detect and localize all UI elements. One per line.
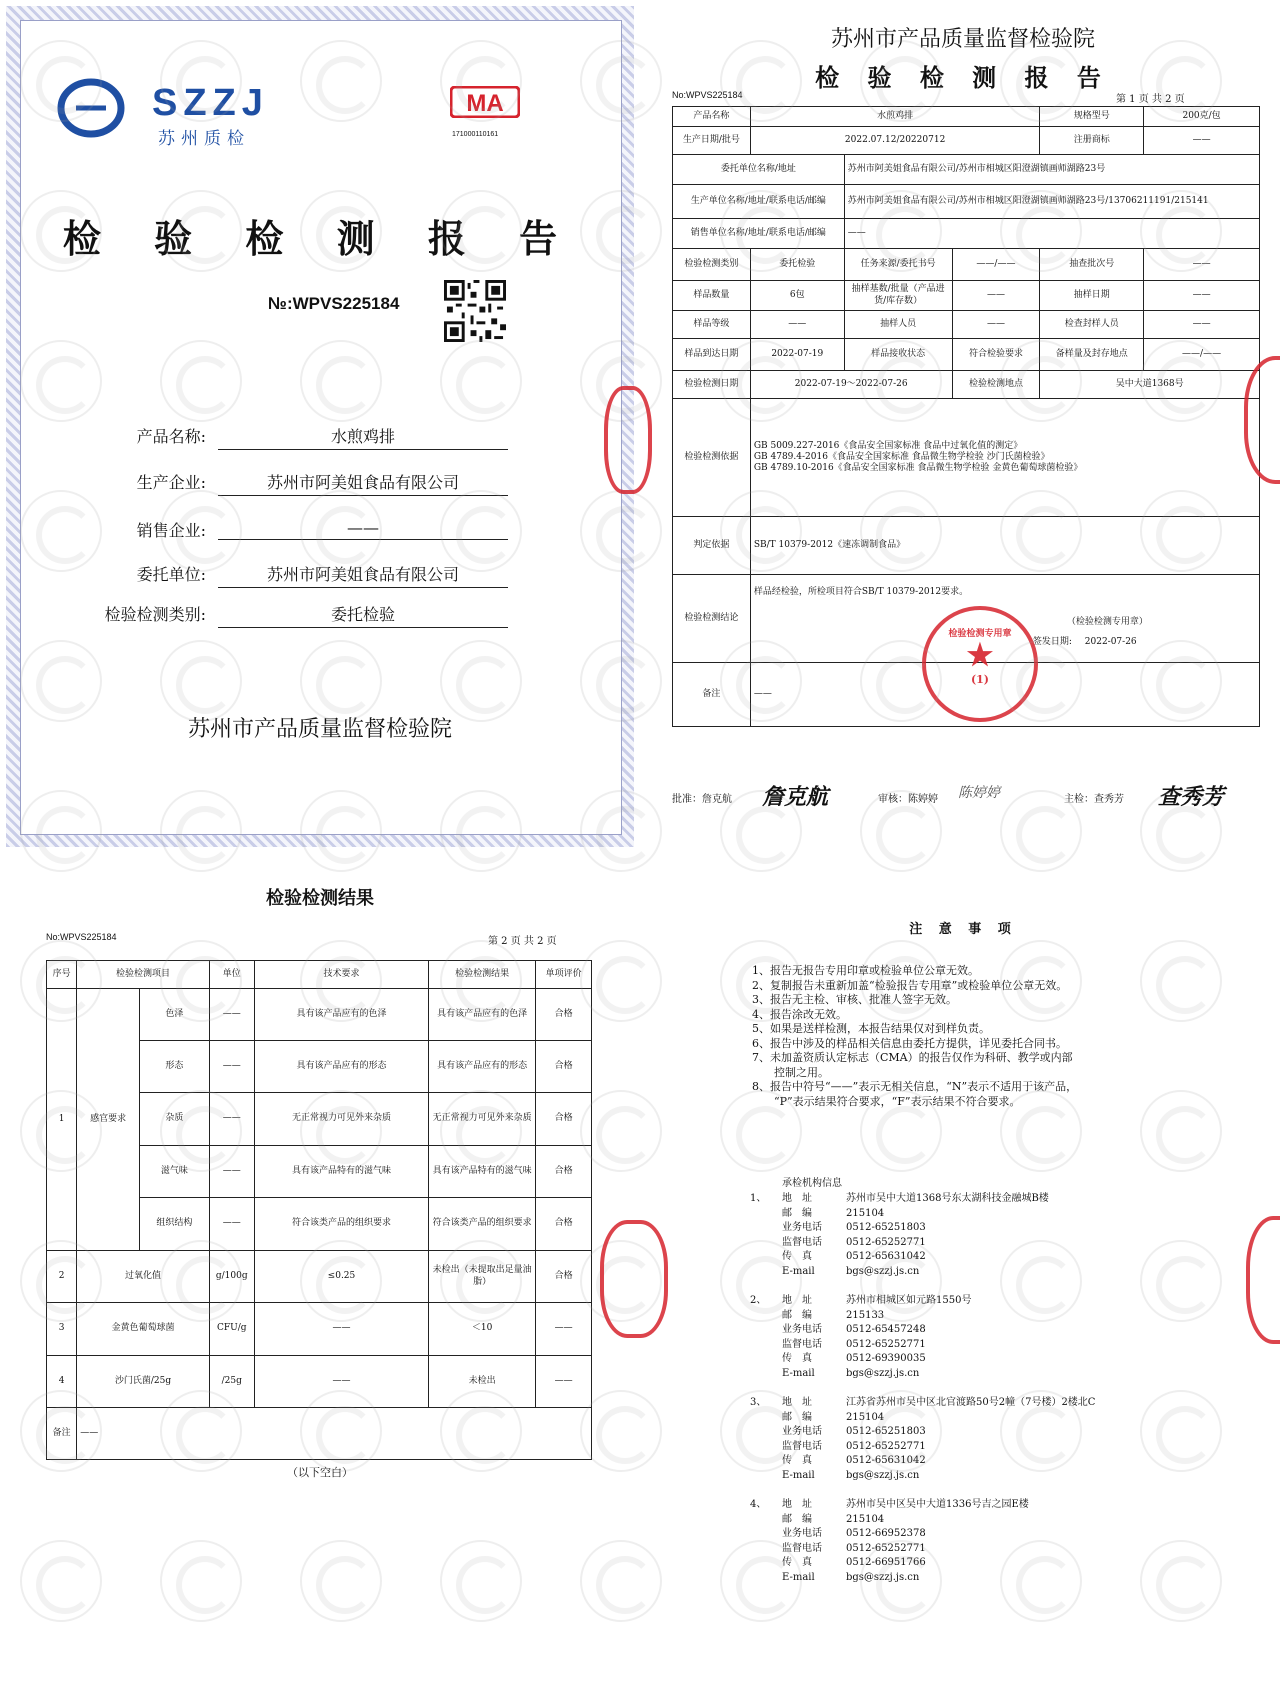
note-item: 4、报告涂改无效。	[752, 1007, 847, 1021]
note-item: 1、报告无报告专用印章或检验单位公章无效。	[752, 964, 979, 977]
seal-caption: （检验检测专用章）	[1066, 617, 1148, 627]
approve-label: 批准：詹克航	[672, 794, 732, 805]
institution-field-value: 215104	[846, 1207, 885, 1219]
cell-item: 金黄色葡萄球菌	[77, 1303, 210, 1356]
institution-field-value: 0512-65252771	[846, 1440, 926, 1452]
institution-field-label: 邮 编	[782, 1309, 812, 1321]
cell-value: 委托检验	[750, 249, 844, 281]
notes-title: 注 意 事 项	[909, 922, 1017, 937]
review-signature: 陈婷婷	[958, 785, 1000, 801]
stamp-text: 检验检测专用章	[948, 629, 1012, 639]
table-row	[673, 517, 1260, 575]
institution-field-label: 监督电话	[782, 1338, 822, 1350]
institution-field-label: 监督电话	[782, 1236, 822, 1248]
institution-field-value: 0512-65457248	[846, 1324, 926, 1336]
institutions-title: 承检机构信息	[782, 1178, 842, 1189]
institution-block	[750, 1396, 1190, 1492]
results-report-no: No:WPVS225184	[46, 932, 117, 942]
note-item: 7、未加盖资质认定标志（CMA）的报告仅作为科研、教学或内部	[752, 1051, 1073, 1064]
cell-label: 样品到达日期	[673, 339, 751, 371]
cell-value: 苏州市阿美姐食品有限公司/苏州市相城区阳澄湖镇画师湖路23号	[844, 155, 1259, 185]
field-value: 水煎鸡排	[218, 424, 508, 450]
cell-res: ＜10	[429, 1303, 536, 1356]
institution-field-label: 业务电话	[782, 1426, 822, 1438]
cell-label: 检验检测依据	[673, 399, 751, 517]
institution-field-value: bgs@szzj.js.cn	[846, 1266, 920, 1277]
cell-label: 检查封样人员	[1040, 311, 1144, 339]
note-item: 控制之用。	[752, 1065, 829, 1079]
basis-line: GB 5009.227-2016《食品安全国家标准 食品中过氧化值的测定》	[753, 440, 1023, 451]
basis-line: GB 4789.10-2016《食品安全国家标准 食品微生物学检验 金黄色葡萄球菌检验》	[753, 463, 1083, 474]
institution-block	[750, 1294, 1190, 1390]
table-row	[673, 281, 1260, 311]
cell-req: 无正常视力可见外来杂质	[254, 1093, 428, 1146]
cell-label: 委托单位名称/地址	[673, 155, 845, 185]
cell-unit: /25g	[209, 1356, 254, 1408]
table-row	[673, 311, 1260, 339]
cell-no: 3	[47, 1303, 77, 1356]
cell-item: 过氧化值	[77, 1251, 210, 1303]
table-header-row	[47, 961, 592, 989]
star-icon: ★	[966, 638, 994, 673]
review-label: 审核：陈婷婷	[878, 794, 938, 805]
cell-unit: ——	[209, 1198, 254, 1251]
cell-no: 1	[47, 989, 77, 1251]
cell-value: ——/——	[1144, 339, 1260, 371]
institution-field-label: E-mail	[782, 1470, 815, 1481]
institution-number: 3、	[750, 1397, 767, 1408]
institution-field-label: 业务电话	[782, 1528, 822, 1540]
cell-eval: ——	[536, 1303, 592, 1356]
cell-value: 水煎鸡排	[750, 107, 1040, 127]
cell-remark: ——	[77, 1408, 592, 1460]
institution-field-value: bgs@szzj.js.cn	[846, 1572, 920, 1583]
institution-field-label: 地 址	[782, 1397, 812, 1408]
note-item: 5、如果是送样检测，本报告结果仅对到样负责。	[752, 1022, 990, 1035]
side-stamp-right-bottom	[1246, 1216, 1280, 1344]
institution-field-label: E-mail	[782, 1368, 815, 1379]
cell-value: ——	[750, 311, 844, 339]
cell-unit: ——	[209, 989, 254, 1041]
cell-value: ——	[750, 663, 1259, 727]
institution-field-value: 苏州市吴中区吴中大道1336号吉之园E楼	[846, 1499, 1029, 1510]
cell-res: 具有该产品应有的形态	[429, 1041, 536, 1093]
cell-res: 具有该产品应有的色泽	[429, 989, 536, 1041]
logo-text: SZZJ	[152, 82, 269, 124]
field-value: 苏州市阿美姐食品有限公司	[218, 470, 508, 496]
cell-label: 样品等级	[673, 311, 751, 339]
field-label: 销售企业:	[136, 521, 206, 540]
col-header: 检验检测结果	[429, 961, 536, 989]
cell-unit: g/100g	[209, 1251, 254, 1303]
cell-eval: ——	[536, 1356, 592, 1408]
institution-field-value: 0512-66952378	[846, 1528, 926, 1540]
table-row	[673, 399, 1260, 517]
cell-res: 无正常视力可见外来杂质	[429, 1093, 536, 1146]
cover-report-no: №:WPVS225184	[268, 294, 400, 313]
logo-subtitle: 苏州质检	[158, 129, 250, 149]
institution-field-label: 邮 编	[782, 1207, 812, 1219]
institution-field-value: 215104	[846, 1411, 885, 1423]
cell-label: 规格型号	[1040, 107, 1144, 127]
institution-field-value: 0512-65252771	[846, 1542, 926, 1554]
cell-eval: 合格	[536, 1198, 592, 1251]
field-label: 委托单位:	[136, 565, 206, 584]
report-page-1	[646, 0, 1280, 853]
cell-value: 2022-07-19	[750, 339, 844, 371]
cell-label: 检验检测日期	[673, 371, 751, 399]
table-row	[673, 371, 1260, 399]
institution-field-label: E-mail	[782, 1266, 815, 1277]
cell-item: 杂质	[140, 1093, 210, 1146]
note-item: 2、复制报告未重新加盖“检验报告专用章”或检验单位公章无效。	[752, 978, 1068, 992]
field-value: 苏州市阿美姐食品有限公司	[218, 562, 508, 588]
institution-field-label: 传 真	[782, 1251, 812, 1263]
field-label: 生产企业:	[136, 473, 206, 492]
institution-field-label: 邮 编	[782, 1513, 812, 1525]
basis-list	[750, 399, 1259, 517]
institution-field-value: 江苏省苏州市吴中区北官渡路50号2幢（7号楼）2楼北C	[846, 1397, 1096, 1408]
institution-field-label: 传 真	[782, 1557, 812, 1569]
cover-org: 苏州市产品质量监督检验院	[187, 717, 452, 742]
institution-field-value: 215133	[846, 1309, 885, 1321]
institution-field-value: 0512-66951766	[846, 1557, 926, 1569]
cell-value: ——	[1144, 249, 1260, 281]
cell-value: 苏州市阿美姐食品有限公司/苏州市相城区阳澄湖镇画师湖路23号/13706211191/215141	[844, 185, 1259, 219]
institution-field-value: bgs@szzj.js.cn	[846, 1470, 920, 1481]
cell-req: 具有该产品特有的滋气味	[254, 1146, 428, 1198]
cell-unit: ——	[209, 1041, 254, 1093]
cell-res: 符合该类产品的组织要求	[429, 1198, 536, 1251]
institution-block	[750, 1498, 1190, 1594]
ma-logo-text: MA	[466, 90, 504, 117]
main-inspector-label: 主检：查秀芳	[1064, 794, 1124, 805]
cell-value: 吴中大道1368号	[1040, 371, 1260, 399]
cell-label: 生产日期/批号	[673, 127, 751, 155]
cell-res: 具有该产品特有的滋气味	[429, 1146, 536, 1198]
institution-field-label: 地 址	[782, 1499, 812, 1510]
cell-label: 判定依据	[673, 517, 751, 575]
side-stamp-left-bottom	[600, 1220, 668, 1338]
col-header: 单位	[209, 961, 254, 989]
cell-eval: 合格	[536, 1093, 592, 1146]
cma-logo-icon	[450, 86, 520, 118]
results-end-text: （以下空白）	[287, 1466, 353, 1479]
cell-value: 6包	[750, 281, 844, 311]
cell-label: 任务来源/委托书号	[844, 249, 952, 281]
cell-label: 备注	[673, 663, 751, 727]
results-page-indicator: 第 2 页 共 2 页	[488, 936, 557, 947]
cell-value: SB/T 10379-2012《速冻调制食品》	[750, 517, 1259, 575]
ma-number: 171000110161	[452, 131, 499, 138]
cell-req: ——	[254, 1303, 428, 1356]
field-label: 产品名称:	[136, 427, 206, 446]
cover-page	[0, 0, 640, 853]
institution-field-value: bgs@szzj.js.cn	[846, 1368, 920, 1379]
cell-label: 检验检测地点	[952, 371, 1040, 399]
report-org: 苏州市产品质量监督检验院	[830, 27, 1095, 52]
table-row	[47, 1356, 592, 1408]
cell-label: 样品数量	[673, 281, 751, 311]
cell-value: ——	[1144, 311, 1260, 339]
cell-res: 未检出	[429, 1356, 536, 1408]
cell-label: 检验检测类别	[673, 249, 751, 281]
cell-eval: 合格	[536, 1041, 592, 1093]
cell-value: ——/——	[952, 249, 1040, 281]
results-title: 检验检测结果	[266, 888, 374, 909]
institution-field-label: 邮 编	[782, 1411, 812, 1423]
qr-code-icon	[444, 280, 506, 342]
table-row	[673, 127, 1260, 155]
cell-unit: CFU/g	[209, 1303, 254, 1356]
cell-req: 具有该产品应有的形态	[254, 1041, 428, 1093]
cell-value: ——	[952, 311, 1040, 339]
main-inspector-signature: 查秀芳	[1158, 784, 1225, 810]
cell-req: 具有该产品应有的色泽	[254, 989, 428, 1041]
cell-item: 色泽	[140, 989, 210, 1041]
cell-label: 样品接收状态	[844, 339, 952, 371]
table-row	[673, 219, 1260, 249]
cell-value: ——	[844, 219, 1259, 249]
cell-item: 组织结构	[140, 1198, 210, 1251]
note-item: “P”表示结果符合要求，“F”表示结果不符合要求。	[752, 1094, 1021, 1108]
institution-field-value: 0512-65252771	[846, 1338, 926, 1350]
institution-field-value: 215104	[846, 1513, 885, 1525]
table-row	[673, 107, 1260, 127]
institution-field-label: 业务电话	[782, 1324, 822, 1336]
cell-req: ——	[254, 1356, 428, 1408]
cell-label: 销售单位名称/地址/联系电话/邮编	[673, 219, 845, 249]
cell-value: ——	[1144, 127, 1260, 155]
institution-field-value: 0512-65252771	[846, 1236, 926, 1248]
institution-number: 4、	[750, 1499, 767, 1510]
cell-label: 注册商标	[1040, 127, 1144, 155]
cell-label: 抽样基数/批量（产品进货/库存数）	[844, 281, 952, 311]
cell-label: 备注	[47, 1408, 77, 1460]
cell-res: 未检出（未提取出足量油脂）	[429, 1251, 536, 1303]
table-row	[47, 1408, 592, 1460]
report-no: No:WPVS225184	[672, 90, 743, 100]
col-header: 检验检测项目	[77, 961, 210, 989]
institution-number: 1、	[750, 1193, 767, 1204]
cover-title: 检 验 检 测 报 告	[62, 216, 578, 261]
institution-field-label: 业务电话	[782, 1222, 822, 1234]
notes-list	[752, 964, 1172, 1109]
note-item: 8、报告中符号“——”表示无相关信息，“N”表示不适用于该产品，	[752, 1080, 1078, 1093]
institution-field-value: 0512-69390035	[846, 1353, 926, 1365]
col-header: 单项评价	[536, 961, 592, 989]
field-value: 委托检验	[218, 602, 508, 628]
table-row	[47, 1251, 592, 1303]
cell-label: 产品名称	[673, 107, 751, 127]
inspection-stamp	[922, 606, 1038, 722]
institution-field-label: 传 真	[782, 1353, 812, 1365]
institution-number: 2、	[750, 1295, 767, 1306]
institution-block	[750, 1192, 1190, 1288]
col-header: 序号	[47, 961, 77, 989]
issue-date-label: 签发日期:	[1032, 637, 1072, 647]
cell-value: ——	[1144, 281, 1260, 311]
field-label: 检验检测类别:	[104, 605, 206, 624]
conclusion-text: 样品经检验，所检项目符合SB/T 10379-2012要求。	[753, 587, 969, 597]
note-item: 6、报告中涉及的样品相关信息由委托方提供，详见委托合同书。	[752, 1036, 1067, 1050]
institution-field-label: E-mail	[782, 1572, 815, 1583]
stamp-number: (1)	[970, 673, 990, 686]
institution-field-label: 地 址	[782, 1295, 812, 1306]
cell-group: 感官要求	[77, 989, 140, 1251]
table-row	[47, 989, 592, 1041]
cell-eval: 合格	[536, 1251, 592, 1303]
basis-line: GB 4789.4-2016《食品安全国家标准 食品微生物学检验 沙门氏菌检验》	[753, 451, 1050, 462]
cell-value: 2022.07.12/20220712	[750, 127, 1040, 155]
report-title: 检 验 检 测 报 告	[815, 63, 1111, 92]
cell-unit: ——	[209, 1093, 254, 1146]
cell-value: 符合检验要求	[952, 339, 1040, 371]
cell-label: 备样量及封存地点	[1040, 339, 1144, 371]
cell-no: 4	[47, 1356, 77, 1408]
cell-req: 符合该类产品的组织要求	[254, 1198, 428, 1251]
institution-field-value: 苏州市相城区如元路1550号	[846, 1295, 972, 1306]
institution-field-value: 0512-65251803	[846, 1426, 926, 1438]
szzj-logo-icon	[56, 78, 126, 138]
cell-label: 抽样人员	[844, 311, 952, 339]
institution-field-label: 传 真	[782, 1455, 812, 1467]
cell-no: 2	[47, 1251, 77, 1303]
issue-date: 2022-07-26	[1084, 637, 1137, 647]
cell-label: 抽样日期	[1040, 281, 1144, 311]
col-header: 技术要求	[254, 961, 428, 989]
side-stamp-cover	[604, 386, 652, 494]
cell-label: 抽查批次号	[1040, 249, 1144, 281]
cell-unit: ——	[209, 1146, 254, 1198]
institution-field-value: 苏州市吴中大道1368号东太湖科技金融城B楼	[846, 1193, 1049, 1204]
note-item: 3、报告无主检、审核、批准人签字无效。	[752, 993, 957, 1006]
cell-item: 形态	[140, 1041, 210, 1093]
results-table	[46, 960, 592, 1460]
table-row	[673, 185, 1260, 219]
institution-field-label: 监督电话	[782, 1440, 822, 1452]
table-row	[47, 1303, 592, 1356]
cell-label: 检验检测结论	[673, 575, 751, 663]
page-indicator: 第 1 页 共 2 页	[1116, 94, 1185, 105]
institution-field-label: 地 址	[782, 1193, 812, 1204]
cell-req: ≤0.25	[254, 1251, 428, 1303]
cell-value: 2022-07-19～2022-07-26	[750, 371, 952, 399]
cell-item: 滋气味	[140, 1146, 210, 1198]
institution-field-value: 0512-65631042	[846, 1455, 926, 1467]
field-value: ——	[218, 518, 508, 540]
table-row	[673, 155, 1260, 185]
cell-item: 沙门氏菌/25g	[77, 1356, 210, 1408]
approve-signature: 詹克航	[762, 784, 829, 810]
cell-label: 生产单位名称/地址/联系电话/邮编	[673, 185, 845, 219]
institution-field-label: 监督电话	[782, 1542, 822, 1554]
institution-field-value: 0512-65631042	[846, 1251, 926, 1263]
institution-field-value: 0512-65251803	[846, 1222, 926, 1234]
table-row	[673, 249, 1260, 281]
cell-value: ——	[952, 281, 1040, 311]
table-row	[673, 339, 1260, 371]
cell-eval: 合格	[536, 989, 592, 1041]
cell-eval: 合格	[536, 1146, 592, 1198]
cell-value: 200克/包	[1144, 107, 1260, 127]
